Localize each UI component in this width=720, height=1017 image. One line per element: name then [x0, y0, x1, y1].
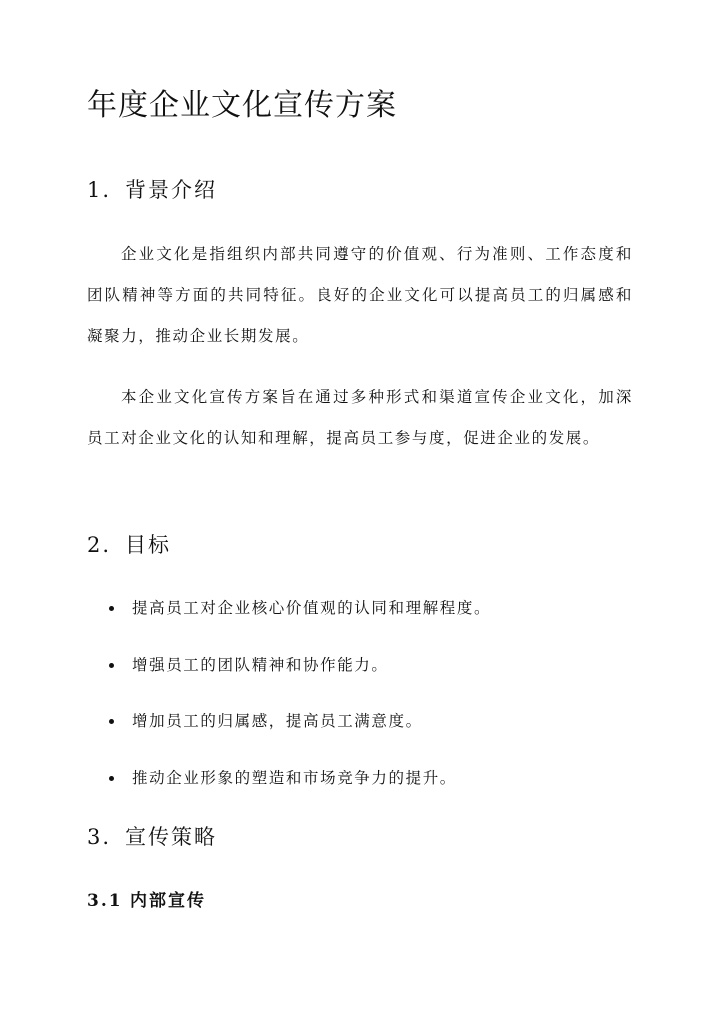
section-heading-background [87, 175, 217, 205]
list-item [87, 650, 633, 707]
bullet-icon [109, 776, 114, 781]
section-title: 宣传策略 [125, 825, 217, 849]
list-item [87, 706, 633, 763]
bullet-icon [109, 719, 114, 724]
subsection-heading-internal [87, 889, 206, 913]
section-number: 1. [87, 178, 112, 202]
list-item [87, 593, 633, 650]
list-item [87, 763, 633, 820]
paragraph-background-1: 企业文化是指组织内部共同遵守的价值观、行为准则、工作态度和团队精神等方面的共同特征。良好的企业文化可以提高员工的归属感和凝聚力，推动企业长期发展。 [87, 245, 633, 345]
section-title: 目标 [125, 533, 171, 557]
bullet-icon [109, 663, 114, 668]
goals-list [87, 593, 633, 820]
list-item-text: 增强员工的团队精神和协作能力。 [132, 655, 389, 674]
section-heading-strategy [87, 822, 217, 852]
subsection-title: 内部宣传 [130, 891, 206, 911]
section-number: 2. [87, 533, 112, 557]
document-title: 年度企业文化宣传方案 [87, 88, 397, 123]
list-item-text: 提高员工对企业核心价值观的认同和理解程度。 [132, 599, 492, 617]
list-item-text: 增加员工的归属感，提高员工满意度。 [132, 712, 423, 731]
paragraph-background-2: 本企业文化宣传方案旨在通过多种形式和渠道宣传企业文化，加深员工对企业文化的认知和理解，提高员工参与度，促进企业的发展。 [87, 388, 633, 447]
section-number: 3. [87, 825, 112, 849]
subsection-number: 3.1 [87, 891, 123, 911]
bullet-icon [109, 606, 114, 611]
list-item-text: 推动企业形象的塑造和市场竞争力的提升。 [132, 769, 457, 788]
section-title: 背景介绍 [125, 178, 217, 202]
section-heading-goals [87, 530, 171, 560]
